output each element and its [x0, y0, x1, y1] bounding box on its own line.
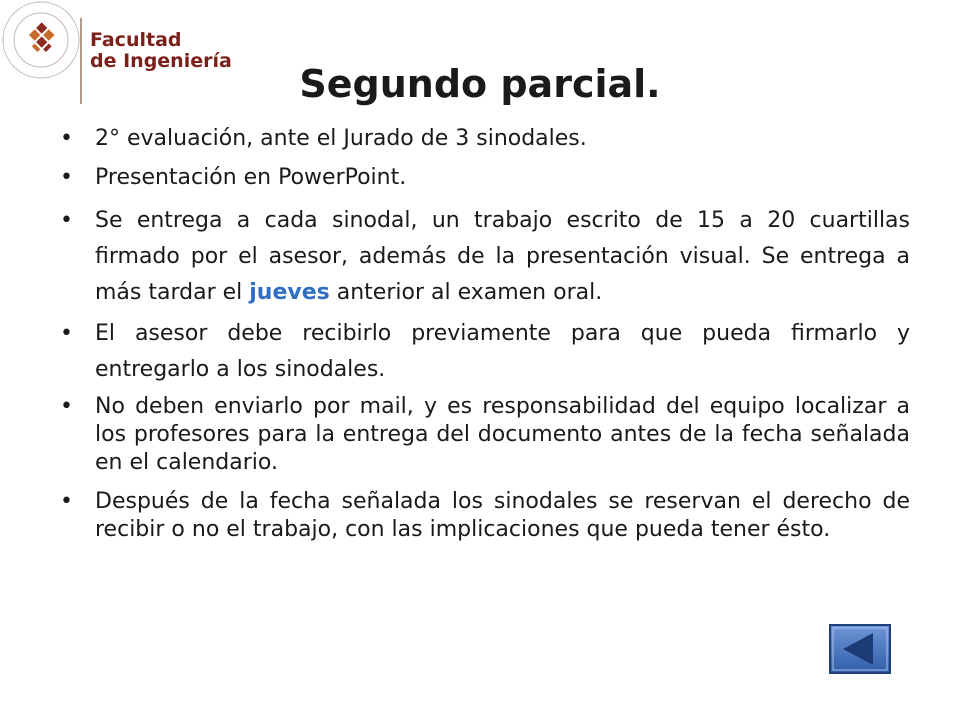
bullet-dot: •: [60, 394, 73, 419]
bullet-dot: •: [60, 489, 73, 514]
bullet-list: [60, 125, 910, 555]
faculty-name-line1: Facultad: [90, 29, 182, 51]
bullet-text: Después de la fecha señalada los sinodales se reservan el derecho de recibir o no el trabajo, con las implicaciones que pueda tener ésto.: [95, 489, 910, 542]
bullet-text: El asesor debe recibirlo previamente para que pueda firmarlo y entregarlo a los sinodales.: [95, 321, 910, 382]
bullet-item: [60, 393, 910, 477]
highlight-jueves: jueves: [249, 280, 330, 305]
bullet-item: [60, 488, 910, 544]
bullet-dot: •: [60, 321, 73, 346]
bullet-text: No deben enviarlo por mail, y es responsabilidad del equipo localizar a los profesores para la entrega del documento antes de la fecha señalada en el calendario.: [95, 394, 910, 475]
bullet-dot: •: [60, 208, 73, 233]
bullet-dot: •: [60, 126, 73, 151]
bullet-dot: •: [60, 165, 73, 190]
bullet-item: [60, 125, 910, 153]
bullet-item: [60, 164, 910, 192]
bullet-item: [60, 316, 910, 388]
bullet-text-after: anterior al examen oral.: [329, 280, 603, 305]
triangle-left-icon: [829, 624, 891, 674]
bullet-item: [60, 203, 910, 311]
faculty-name-line2: de Ingeniería: [90, 50, 232, 72]
bullet-text: Presentación en PowerPoint.: [95, 165, 407, 190]
bullet-text-before: Se entrega a cada sinodal, un trabajo escrito de 15 a 20 cuartillas firmado por el asesor, además de la presentación visual. Se entrega a más tardar el: [95, 208, 910, 305]
slide-title: Segundo parcial.: [299, 62, 661, 106]
back-button[interactable]: [829, 624, 891, 674]
bullet-text: 2° evaluación, ante el Jurado de 3 sinodales.: [95, 126, 587, 151]
